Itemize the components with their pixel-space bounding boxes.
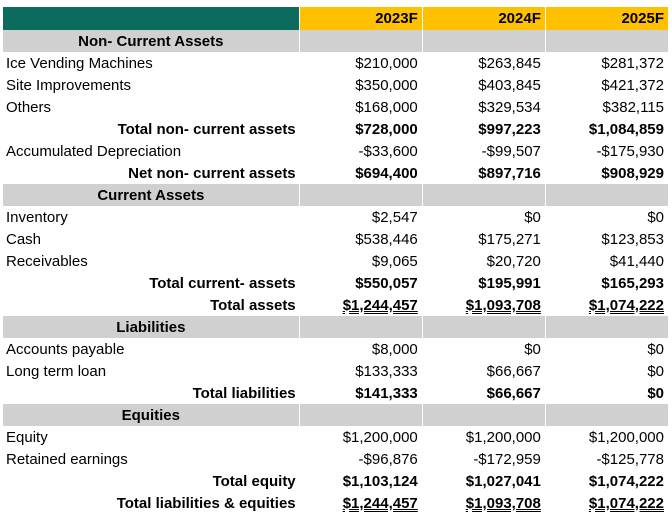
cell-value: $728,000 — [355, 120, 418, 138]
value-cell-2024F — [422, 426, 545, 448]
value-cell-2023F — [299, 448, 422, 470]
value-cell-2025F — [545, 316, 668, 338]
cell-value: $694,400 — [355, 164, 418, 182]
value-cell-2023F — [299, 52, 422, 74]
cell-value: $1,244,457 — [342, 296, 418, 314]
cell-value: $0 — [524, 340, 541, 358]
value-cell-2023F — [299, 184, 422, 206]
cell-value: $0 — [647, 362, 664, 380]
table-row — [3, 426, 669, 448]
cell-value: $133,333 — [355, 362, 418, 380]
cell-value: $0 — [647, 384, 664, 402]
value-cell-2023F — [299, 206, 422, 228]
value-cell-2024F — [422, 294, 545, 316]
cell-value: -$172,959 — [473, 450, 541, 468]
value-cell-2023F — [299, 250, 422, 272]
row-label: Total liabilities — [3, 382, 299, 404]
section-header-row — [3, 184, 669, 206]
cell-value: -$96,876 — [358, 450, 418, 468]
value-cell-2024F — [422, 272, 545, 294]
table-row — [3, 448, 669, 470]
cell-value: -$125,778 — [596, 450, 664, 468]
header-year-2025: 2025F — [545, 7, 668, 30]
total-row — [3, 492, 669, 514]
row-label: Site Improvements — [3, 74, 299, 96]
row-label: Long term loan — [3, 360, 299, 382]
value-cell-2023F — [299, 404, 422, 426]
value-cell-2025F — [545, 96, 668, 118]
value-cell-2025F — [545, 206, 668, 228]
value-cell-2025F — [545, 492, 668, 514]
value-cell-2025F — [545, 250, 668, 272]
cell-value: $1,074,222 — [588, 296, 664, 314]
cell-value: $1,084,859 — [588, 120, 664, 138]
cell-value: -$175,930 — [596, 142, 664, 160]
cell-value: $382,115 — [602, 98, 664, 116]
row-label: Total equity — [3, 470, 299, 492]
value-cell-2025F — [545, 74, 668, 96]
cell-value: $2,547 — [371, 208, 418, 226]
value-cell-2024F — [422, 140, 545, 162]
value-cell-2025F — [545, 448, 668, 470]
header-year-2024: 2024F — [422, 7, 545, 30]
cell-value: $1,027,041 — [465, 472, 541, 490]
value-cell-2024F — [422, 30, 545, 52]
value-cell-2023F — [299, 228, 422, 250]
value-cell-2023F — [299, 118, 422, 140]
cell-value: $210,000 — [355, 54, 418, 72]
cell-value: $1,074,222 — [588, 494, 664, 512]
value-cell-2023F — [299, 272, 422, 294]
table-row — [3, 74, 669, 96]
cell-value: $263,845 — [478, 54, 541, 72]
cell-value: $281,372 — [601, 54, 664, 72]
cell-value: $1,200,000 — [342, 428, 418, 446]
value-cell-2025F — [545, 360, 668, 382]
row-label: Retained earnings — [3, 448, 299, 470]
cell-value: -$33,600 — [358, 142, 418, 160]
cell-value: $538,446 — [355, 230, 418, 248]
row-label: Cash — [3, 228, 299, 250]
cell-value: $1,200,000 — [465, 428, 541, 446]
value-cell-2024F — [422, 492, 545, 514]
row-label: Ice Vending Machines — [3, 52, 299, 74]
row-label: Net non- current assets — [3, 162, 299, 184]
value-cell-2023F — [299, 162, 422, 184]
row-label: Accumulated Depreciation — [3, 140, 299, 162]
cell-value: $550,057 — [355, 274, 418, 292]
value-cell-2023F — [299, 338, 422, 360]
section-header-row — [3, 316, 669, 338]
cell-value: $0 — [647, 208, 664, 226]
cell-value: $1,074,222 — [588, 472, 664, 490]
row-label: Current Assets — [3, 184, 299, 206]
cell-value: $66,667 — [486, 384, 541, 402]
table-row — [3, 52, 669, 74]
value-cell-2023F — [299, 316, 422, 338]
value-cell-2025F — [545, 470, 668, 492]
cell-value: $165,293 — [601, 274, 664, 292]
table-row — [3, 96, 669, 118]
value-cell-2024F — [422, 96, 545, 118]
row-label: Accounts payable — [3, 338, 299, 360]
table-row — [3, 338, 669, 360]
cell-value: $175,271 — [478, 230, 541, 248]
balance-sheet-body — [3, 7, 669, 514]
value-cell-2025F — [545, 184, 668, 206]
cell-value: $195,991 — [478, 274, 541, 292]
value-cell-2025F — [545, 272, 668, 294]
value-cell-2024F — [422, 52, 545, 74]
cell-value: $897,716 — [478, 164, 541, 182]
section-header-row — [3, 404, 669, 426]
cell-value: $20,720 — [486, 252, 541, 270]
row-label: Equity — [3, 426, 299, 448]
value-cell-2024F — [422, 448, 545, 470]
cell-value: $403,845 — [478, 76, 541, 94]
value-cell-2023F — [299, 96, 422, 118]
cell-value: $168,000 — [355, 98, 418, 116]
value-cell-2025F — [545, 338, 668, 360]
total-row — [3, 294, 669, 316]
value-cell-2024F — [422, 118, 545, 140]
table-row — [3, 250, 669, 272]
table-row — [3, 360, 669, 382]
value-cell-2023F — [299, 74, 422, 96]
value-cell-2023F — [299, 382, 422, 404]
value-cell-2025F — [545, 228, 668, 250]
cell-value: $0 — [647, 340, 664, 358]
value-cell-2024F — [422, 382, 545, 404]
value-cell-2023F — [299, 360, 422, 382]
cell-value: $1,200,000 — [588, 428, 664, 446]
row-label: Non- Current Assets — [3, 30, 299, 52]
value-cell-2025F — [545, 52, 668, 74]
value-cell-2024F — [422, 228, 545, 250]
value-cell-2024F — [422, 250, 545, 272]
cell-value: $141,333 — [355, 384, 418, 402]
value-cell-2023F — [299, 30, 422, 52]
row-label: Inventory — [3, 206, 299, 228]
value-cell-2024F — [422, 162, 545, 184]
value-cell-2025F — [545, 426, 668, 448]
table-row — [3, 140, 669, 162]
value-cell-2025F — [545, 118, 668, 140]
cell-value: $123,853 — [601, 230, 664, 248]
value-cell-2024F — [422, 404, 545, 426]
cell-value: $0 — [524, 208, 541, 226]
table-row — [3, 206, 669, 228]
total-row — [3, 382, 669, 404]
cell-value: $997,223 — [478, 120, 541, 138]
cell-value: $329,534 — [478, 98, 541, 116]
cell-value: $1,244,457 — [342, 494, 418, 512]
cell-value: $1,093,708 — [465, 296, 541, 314]
row-label: Total non- current assets — [3, 118, 299, 140]
value-cell-2024F — [422, 360, 545, 382]
cell-value: $350,000 — [355, 76, 418, 94]
cell-value: $908,929 — [601, 164, 664, 182]
value-cell-2025F — [545, 30, 668, 52]
row-label: Total assets — [3, 294, 299, 316]
value-cell-2025F — [545, 382, 668, 404]
value-cell-2025F — [545, 404, 668, 426]
balance-sheet-table — [3, 7, 669, 514]
value-cell-2023F — [299, 140, 422, 162]
row-label: Total current- assets — [3, 272, 299, 294]
cell-value: $1,103,124 — [342, 472, 418, 490]
row-label: Total liabilities & equities — [3, 492, 299, 514]
cell-value: $41,440 — [609, 252, 664, 270]
row-label: Others — [3, 96, 299, 118]
value-cell-2024F — [422, 316, 545, 338]
total-row — [3, 162, 669, 184]
row-label: Receivables — [3, 250, 299, 272]
row-label: Liabilities — [3, 316, 299, 338]
value-cell-2024F — [422, 184, 545, 206]
cell-value: -$99,507 — [481, 142, 541, 160]
header-year-2023: 2023F — [299, 7, 422, 30]
value-cell-2025F — [545, 294, 668, 316]
value-cell-2025F — [545, 140, 668, 162]
value-cell-2023F — [299, 294, 422, 316]
total-row — [3, 118, 669, 140]
cell-value: $1,093,708 — [465, 494, 541, 512]
total-row — [3, 470, 669, 492]
cell-value: $9,065 — [371, 252, 418, 270]
cell-value: $66,667 — [486, 362, 541, 380]
cell-value: $8,000 — [371, 340, 418, 358]
value-cell-2024F — [422, 74, 545, 96]
value-cell-2023F — [299, 426, 422, 448]
value-cell-2024F — [422, 470, 545, 492]
value-cell-2023F — [299, 470, 422, 492]
header-blank-cell — [3, 7, 299, 30]
total-row — [3, 272, 669, 294]
header-row — [3, 7, 669, 30]
value-cell-2024F — [422, 206, 545, 228]
value-cell-2025F — [545, 162, 668, 184]
section-header-row — [3, 30, 669, 52]
value-cell-2024F — [422, 338, 545, 360]
value-cell-2023F — [299, 492, 422, 514]
row-label: Equities — [3, 404, 299, 426]
table-row — [3, 228, 669, 250]
cell-value: $421,372 — [601, 76, 664, 94]
